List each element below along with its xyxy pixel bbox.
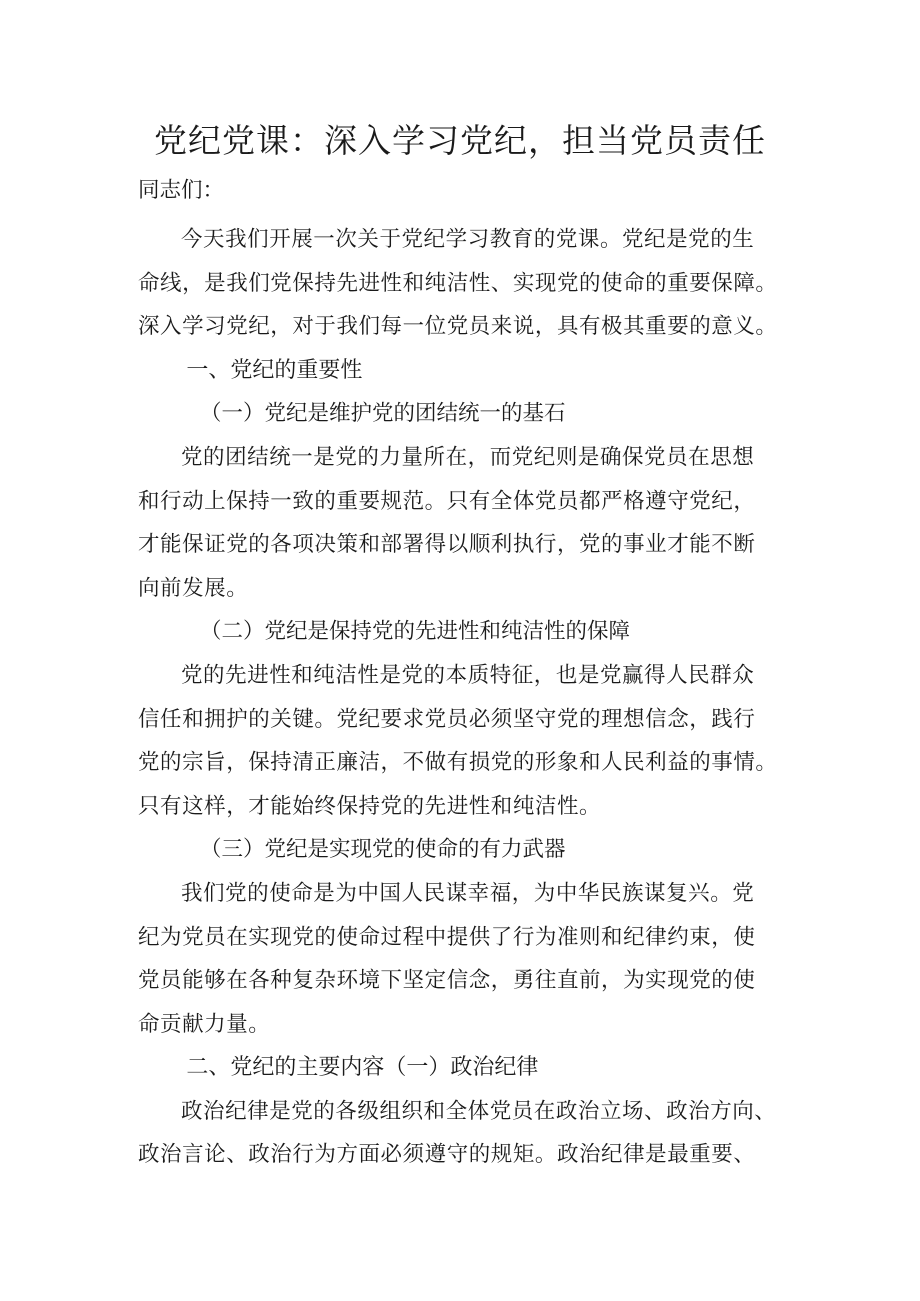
text-line: 政治言论、政治行为方面必须遵守的规矩。政治纪律是最重要、 xyxy=(138,1142,756,1168)
text-line: 党的先进性和纯洁性是党的本质特征，也是党赢得人民群众 xyxy=(181,662,755,688)
document-title: 党纪党课：深入学习党纪，担当党员责任 xyxy=(154,121,766,160)
text-line: 命线，是我们党保持先进性和纯洁性、实现党的使命的重要保障。 xyxy=(138,270,778,296)
salutation: 同志们： xyxy=(138,178,225,203)
text-line: 信任和拥护的关键。党纪要求党员必须坚守党的理想信念，践行 xyxy=(138,706,756,732)
document-body xyxy=(138,218,808,1177)
text-line: 党的团结统一是党的力量所在，而党纪则是确保党员在思想 xyxy=(181,444,755,470)
text-line: 向前发展。 xyxy=(138,575,249,601)
text-line: 政治纪律是党的各级组织和全体党员在政治立场、政治方向、 xyxy=(181,1098,777,1124)
text-line: 纪为党员在实现党的使命过程中提供了行为准则和纪律约束，使 xyxy=(138,924,756,950)
paragraph-mission xyxy=(138,872,808,1046)
subsection-heading-unity: （一）党纪是维护党的团结统一的基石 xyxy=(200,401,566,427)
text-line: 只有这样，才能始终保持党的先进性和纯洁性。 xyxy=(138,793,602,819)
subsection-heading-purity: （二）党纪是保持党的先进性和纯洁性的保障 xyxy=(200,619,631,645)
paragraph-political-discipline xyxy=(138,1090,808,1177)
paragraph-purity xyxy=(138,654,808,828)
text-line: 我们党的使命是为中国人民谋幸福，为中华民族谋复兴。党 xyxy=(181,880,755,906)
text-line: 命贡献力量。 xyxy=(138,1011,271,1037)
subsection-heading-mission: （三）党纪是实现党的使命的有力武器 xyxy=(200,837,566,863)
text-line: 党的宗旨，保持清正廉洁，不做有损党的形象和人民利益的事情。 xyxy=(138,750,778,776)
text-line: 深入学习党纪，对于我们每一位党员来说，具有极其重要的意义。 xyxy=(138,314,778,340)
text-line: 和行动上保持一致的重要规范。只有全体党员都严格遵守党纪， xyxy=(138,488,756,514)
text-line: 才能保证党的各项决策和部署得以顺利执行，党的事业才能不断 xyxy=(138,532,756,558)
section-heading-importance: 一、党纪的重要性 xyxy=(186,357,363,383)
intro-paragraph xyxy=(138,218,808,349)
paragraph-unity xyxy=(138,436,808,610)
text-line: 党员能够在各种复杂环境下坚定信念，勇往直前，为实现党的使 xyxy=(138,968,756,994)
section-heading-content: 二、党纪的主要内容（一）政治纪律 xyxy=(186,1055,539,1081)
text-line: 今天我们开展一次关于党纪学习教育的党课。党纪是党的生 xyxy=(181,227,755,252)
